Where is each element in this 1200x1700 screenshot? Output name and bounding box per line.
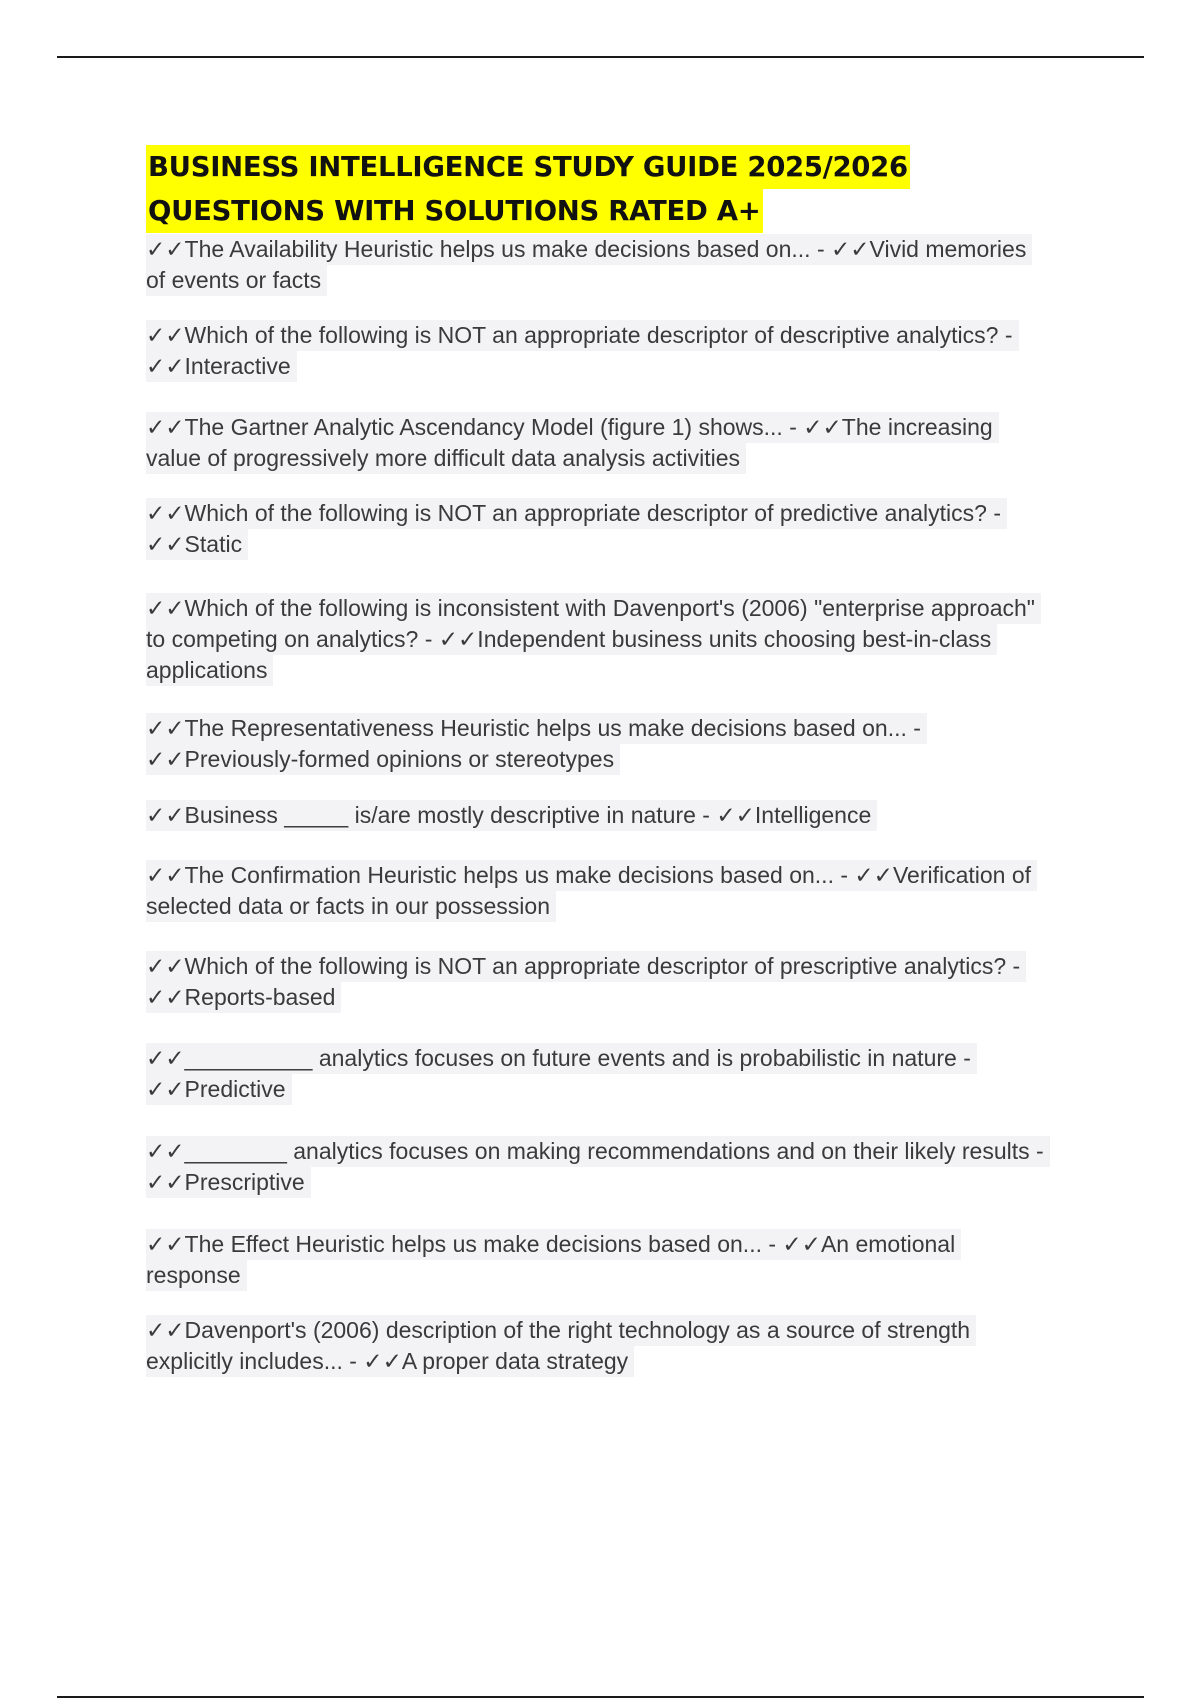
qa-item [146, 1229, 961, 1291]
qa-item [146, 713, 927, 775]
qa-line: explicitly includes... - ✓✓A proper data strategy [146, 1346, 634, 1377]
qa-line: ✓✓Reports-based [146, 982, 341, 1013]
title-line-2: QUESTIONS WITH SOLUTIONS RATED A+ [146, 189, 763, 233]
qa-line: ✓✓Business _____ is/are mostly descriptive in nature - ✓✓Intelligence [146, 800, 877, 831]
qa-item [146, 1136, 1050, 1198]
qa-item [146, 412, 999, 474]
qa-line: ✓✓Predictive [146, 1074, 292, 1105]
qa-line: value of progressively more difficult data analysis activities [146, 443, 746, 474]
qa-line: ✓✓Interactive [146, 351, 297, 382]
qa-line: ✓✓The Gartner Analytic Ascendancy Model (figure 1) shows... - ✓✓The increasing [146, 412, 999, 443]
qa-line: to competing on analytics? - ✓✓Independent business units choosing best-in-class [146, 624, 997, 655]
qa-line: ✓✓Davenport's (2006) description of the right technology as a source of strength [146, 1315, 976, 1346]
qa-item [146, 1315, 976, 1377]
qa-item [146, 1043, 977, 1105]
qa-line: ✓✓Which of the following is NOT an appropriate descriptor of predictive analytics? - [146, 498, 1007, 529]
qa-line: ✓✓The Representativeness Heuristic helps us make decisions based on... - [146, 713, 927, 744]
qa-line: ✓✓Static [146, 529, 248, 560]
qa-line: applications [146, 655, 273, 686]
qa-line: ✓✓Which of the following is inconsistent with Davenport's (2006) "enterprise approach" [146, 593, 1041, 624]
qa-line: ✓✓Prescriptive [146, 1167, 311, 1198]
qa-item [146, 860, 1037, 922]
qa-line: ✓✓The Effect Heuristic helps us make decisions based on... - ✓✓An emotional [146, 1229, 961, 1260]
header-rule [57, 56, 1144, 58]
qa-line: ✓✓The Availability Heuristic helps us make decisions based on... - ✓✓Vivid memories [146, 234, 1032, 265]
qa-item [146, 951, 1026, 1013]
qa-item [146, 498, 1007, 560]
qa-line: ✓✓The Confirmation Heuristic helps us make decisions based on... - ✓✓Verification of [146, 860, 1037, 891]
document-title [146, 145, 1086, 233]
qa-item [146, 320, 1019, 382]
qa-line: ✓✓__________ analytics focuses on future events and is probabilistic in nature - [146, 1043, 977, 1074]
qa-line: ✓✓Which of the following is NOT an appropriate descriptor of prescriptive analytics? - [146, 951, 1026, 982]
footer-rule [57, 1696, 1144, 1698]
qa-line: selected data or facts in our possession [146, 891, 556, 922]
qa-line: of events or facts [146, 265, 327, 296]
title-line-1: BUSINESS INTELLIGENCE STUDY GUIDE 2025/2026 [146, 145, 910, 189]
qa-line: ✓✓Previously-formed opinions or stereotypes [146, 744, 620, 775]
qa-item [146, 234, 1032, 296]
qa-line: response [146, 1260, 247, 1291]
qa-line: ✓✓Which of the following is NOT an appropriate descriptor of descriptive analytics? - [146, 320, 1019, 351]
qa-item [146, 593, 1041, 686]
qa-line: ✓✓________ analytics focuses on making recommendations and on their likely results - [146, 1136, 1050, 1167]
qa-item [146, 800, 877, 831]
